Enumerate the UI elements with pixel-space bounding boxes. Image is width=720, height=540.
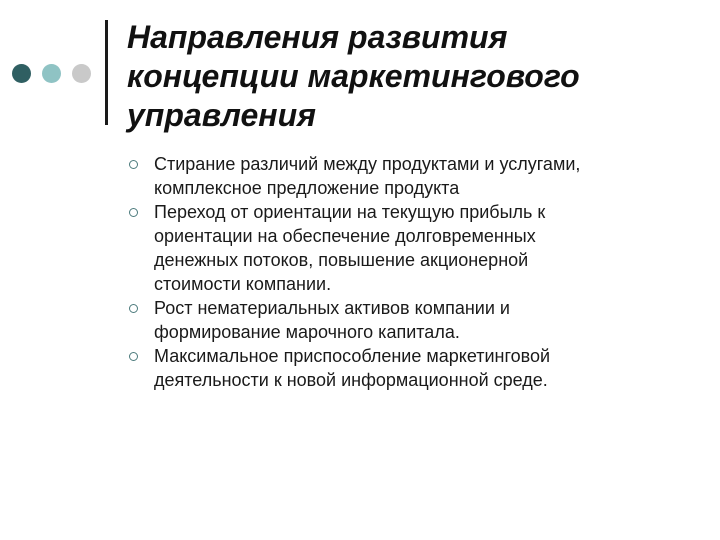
bullet-text-line: Переход от ориентации на текущую прибыль к	[154, 202, 546, 222]
hollow-circle-bullet-icon	[129, 352, 138, 361]
bullet-text-line: Рост нематериальных активов компании и	[154, 298, 510, 318]
title-line-3: управления	[127, 97, 317, 133]
hollow-circle-bullet-icon	[129, 304, 138, 313]
three-dots-decoration-icon	[10, 64, 100, 84]
bullet-text-line: комплексное предложение продукта	[154, 178, 460, 198]
bullet-text-line: стоимости компании.	[154, 274, 332, 294]
bullet-text-line: деятельности к новой информационной среде.	[154, 370, 548, 390]
bullet-text-line: Стирание различий между продуктами и услугами,	[154, 154, 581, 174]
title-line-1: Направления развития	[127, 19, 508, 55]
bullet-text-line: формирование марочного капитала.	[154, 322, 460, 342]
bullet-item-3	[126, 296, 696, 344]
hollow-circle-bullet-icon	[129, 208, 138, 217]
bullet-text-line: Максимальное приспособление маркетинговой	[154, 346, 551, 366]
light-teal-dot-icon	[42, 64, 61, 83]
grey-dot-icon	[72, 64, 91, 83]
bullet-item-2	[126, 200, 696, 296]
bullet-item-1	[126, 152, 696, 200]
bullet-text-line: денежных потоков, повышение акционерной	[154, 250, 529, 270]
slide-title	[127, 18, 687, 135]
title-line-2: концепции маркетингового	[127, 58, 580, 94]
title-divider	[105, 20, 108, 125]
dark-dot-icon	[12, 64, 31, 83]
bullet-item-4	[126, 344, 696, 392]
hollow-circle-bullet-icon	[129, 160, 138, 169]
bullet-text-line: ориентации на обеспечение долговременных	[154, 226, 536, 246]
bullet-list	[126, 152, 696, 392]
